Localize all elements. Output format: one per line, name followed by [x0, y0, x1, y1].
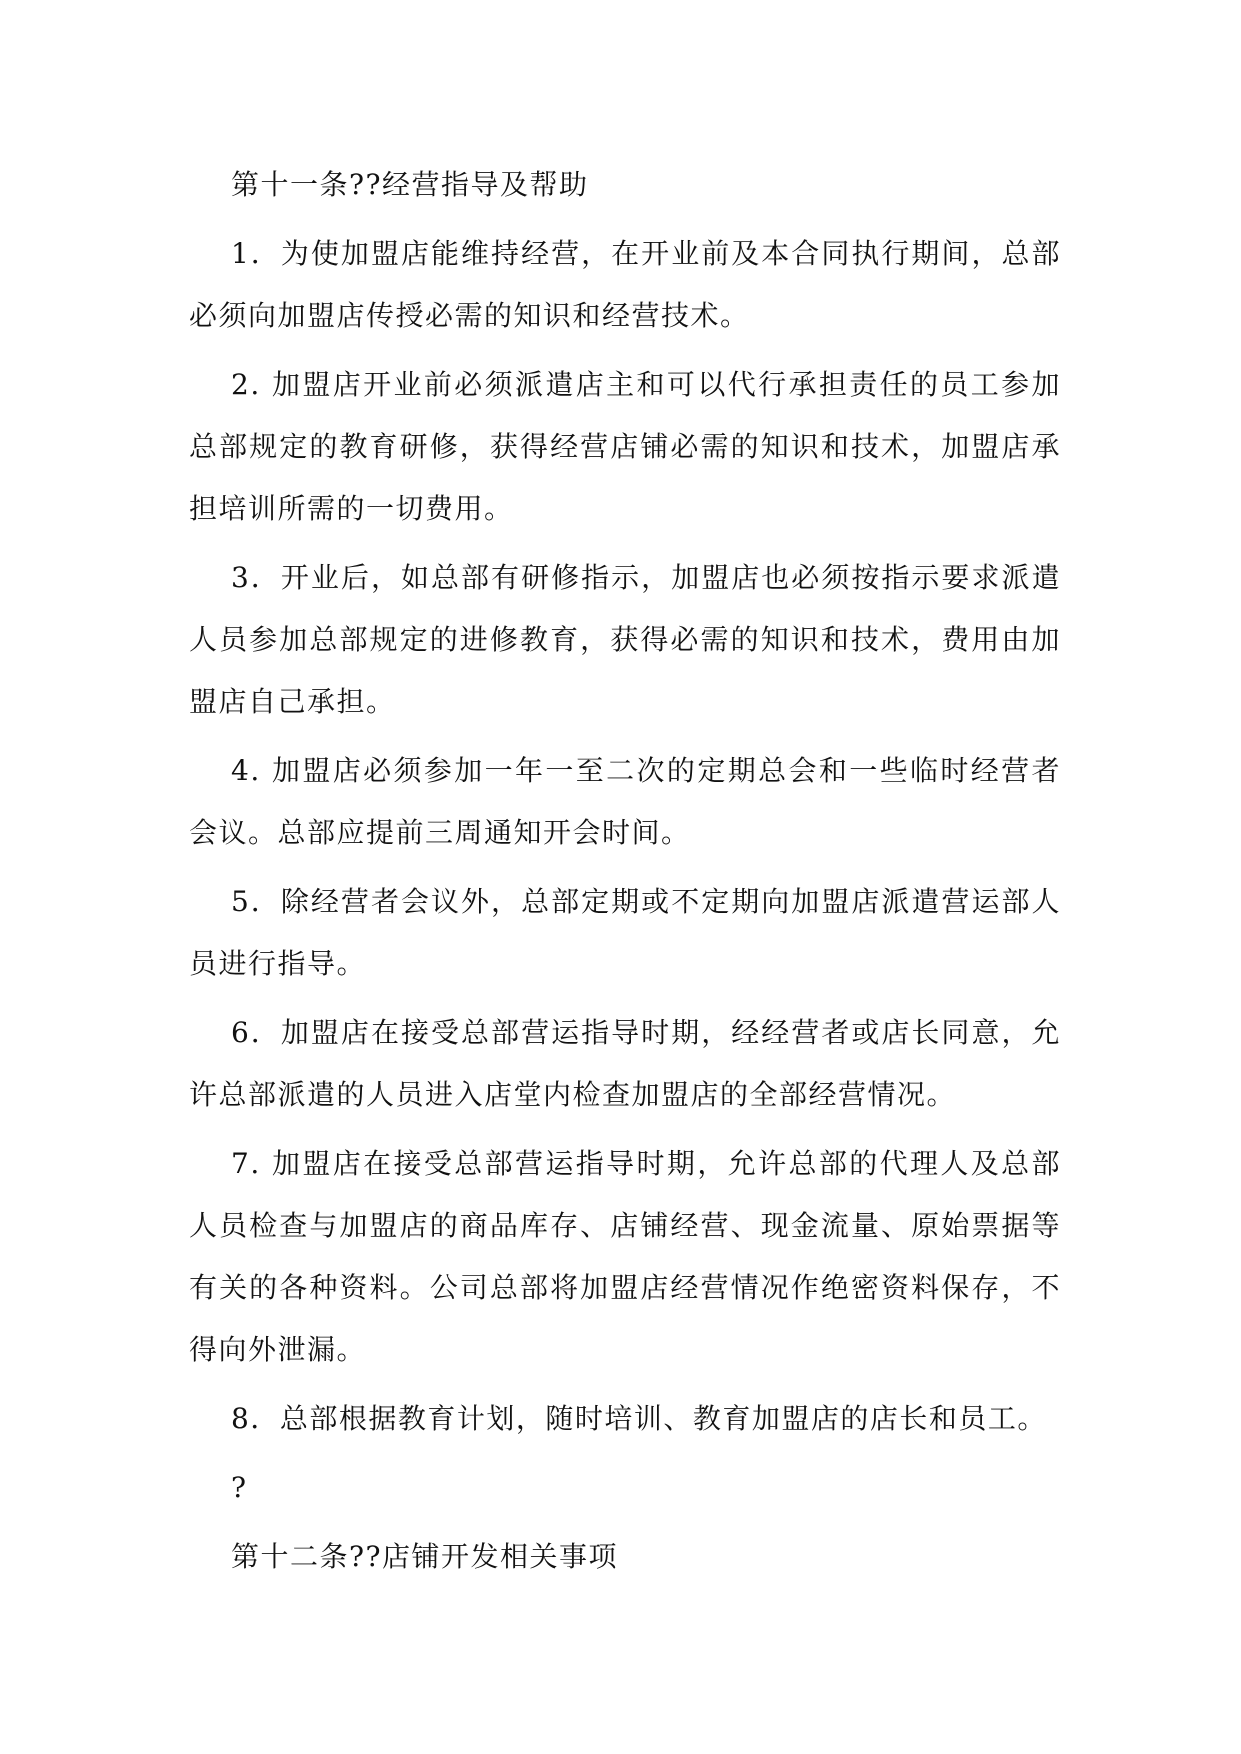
paragraph-item-7: 7. 加盟店在接受总部营运指导时期，允许总部的代理人及总部人员检查与加盟店的商品库存、店铺经营、现金流量、原始票据等有关的各种资料。公司总部将加盟店经营情况作绝密资料保存，不得向外泄漏。	[189, 1147, 1061, 1366]
paragraph-item-5: 5．除经营者会议外，总部定期或不定期向加盟店派遣营运部人员进行指导。	[189, 885, 1061, 980]
paragraph-item-3: 3．开业后，如总部有研修指示，加盟店也必须按指示要求派遣人员参加总部规定的进修教育，获得必需的知识和技术，费用由加盟店自己承担。	[189, 561, 1061, 718]
article-11-heading: 第十一条??经营指导及帮助	[231, 168, 589, 201]
placeholder-question-mark: ?	[231, 1471, 248, 1504]
document-body	[189, 154, 1061, 1595]
article-12-heading: 第十二条??店铺开发相关事项	[231, 1540, 619, 1573]
paragraph-item-6: 6．加盟店在接受总部营运指导时期，经经营者或店长同意，允许总部派遣的人员进入店堂内检查加盟店的全部经营情况。	[189, 1016, 1061, 1111]
paragraph-item-4: 4. 加盟店必须参加一年一至二次的定期总会和一些临时经营者会议。总部应提前三周通知开会时间。	[189, 754, 1061, 849]
paragraph-item-8: 8．总部根据教育计划，随时培训、教育加盟店的店长和员工。	[231, 1402, 1047, 1435]
paragraph-item-1: 1．为使加盟店能维持经营，在开业前及本合同执行期间，总部必须向加盟店传授必需的知识和经营技术。	[189, 237, 1061, 332]
paragraph-item-2: 2. 加盟店开业前必须派遣店主和可以代行承担责任的员工参加总部规定的教育研修，获得经营店铺必需的知识和技术，加盟店承担培训所需的一切费用。	[189, 368, 1061, 525]
